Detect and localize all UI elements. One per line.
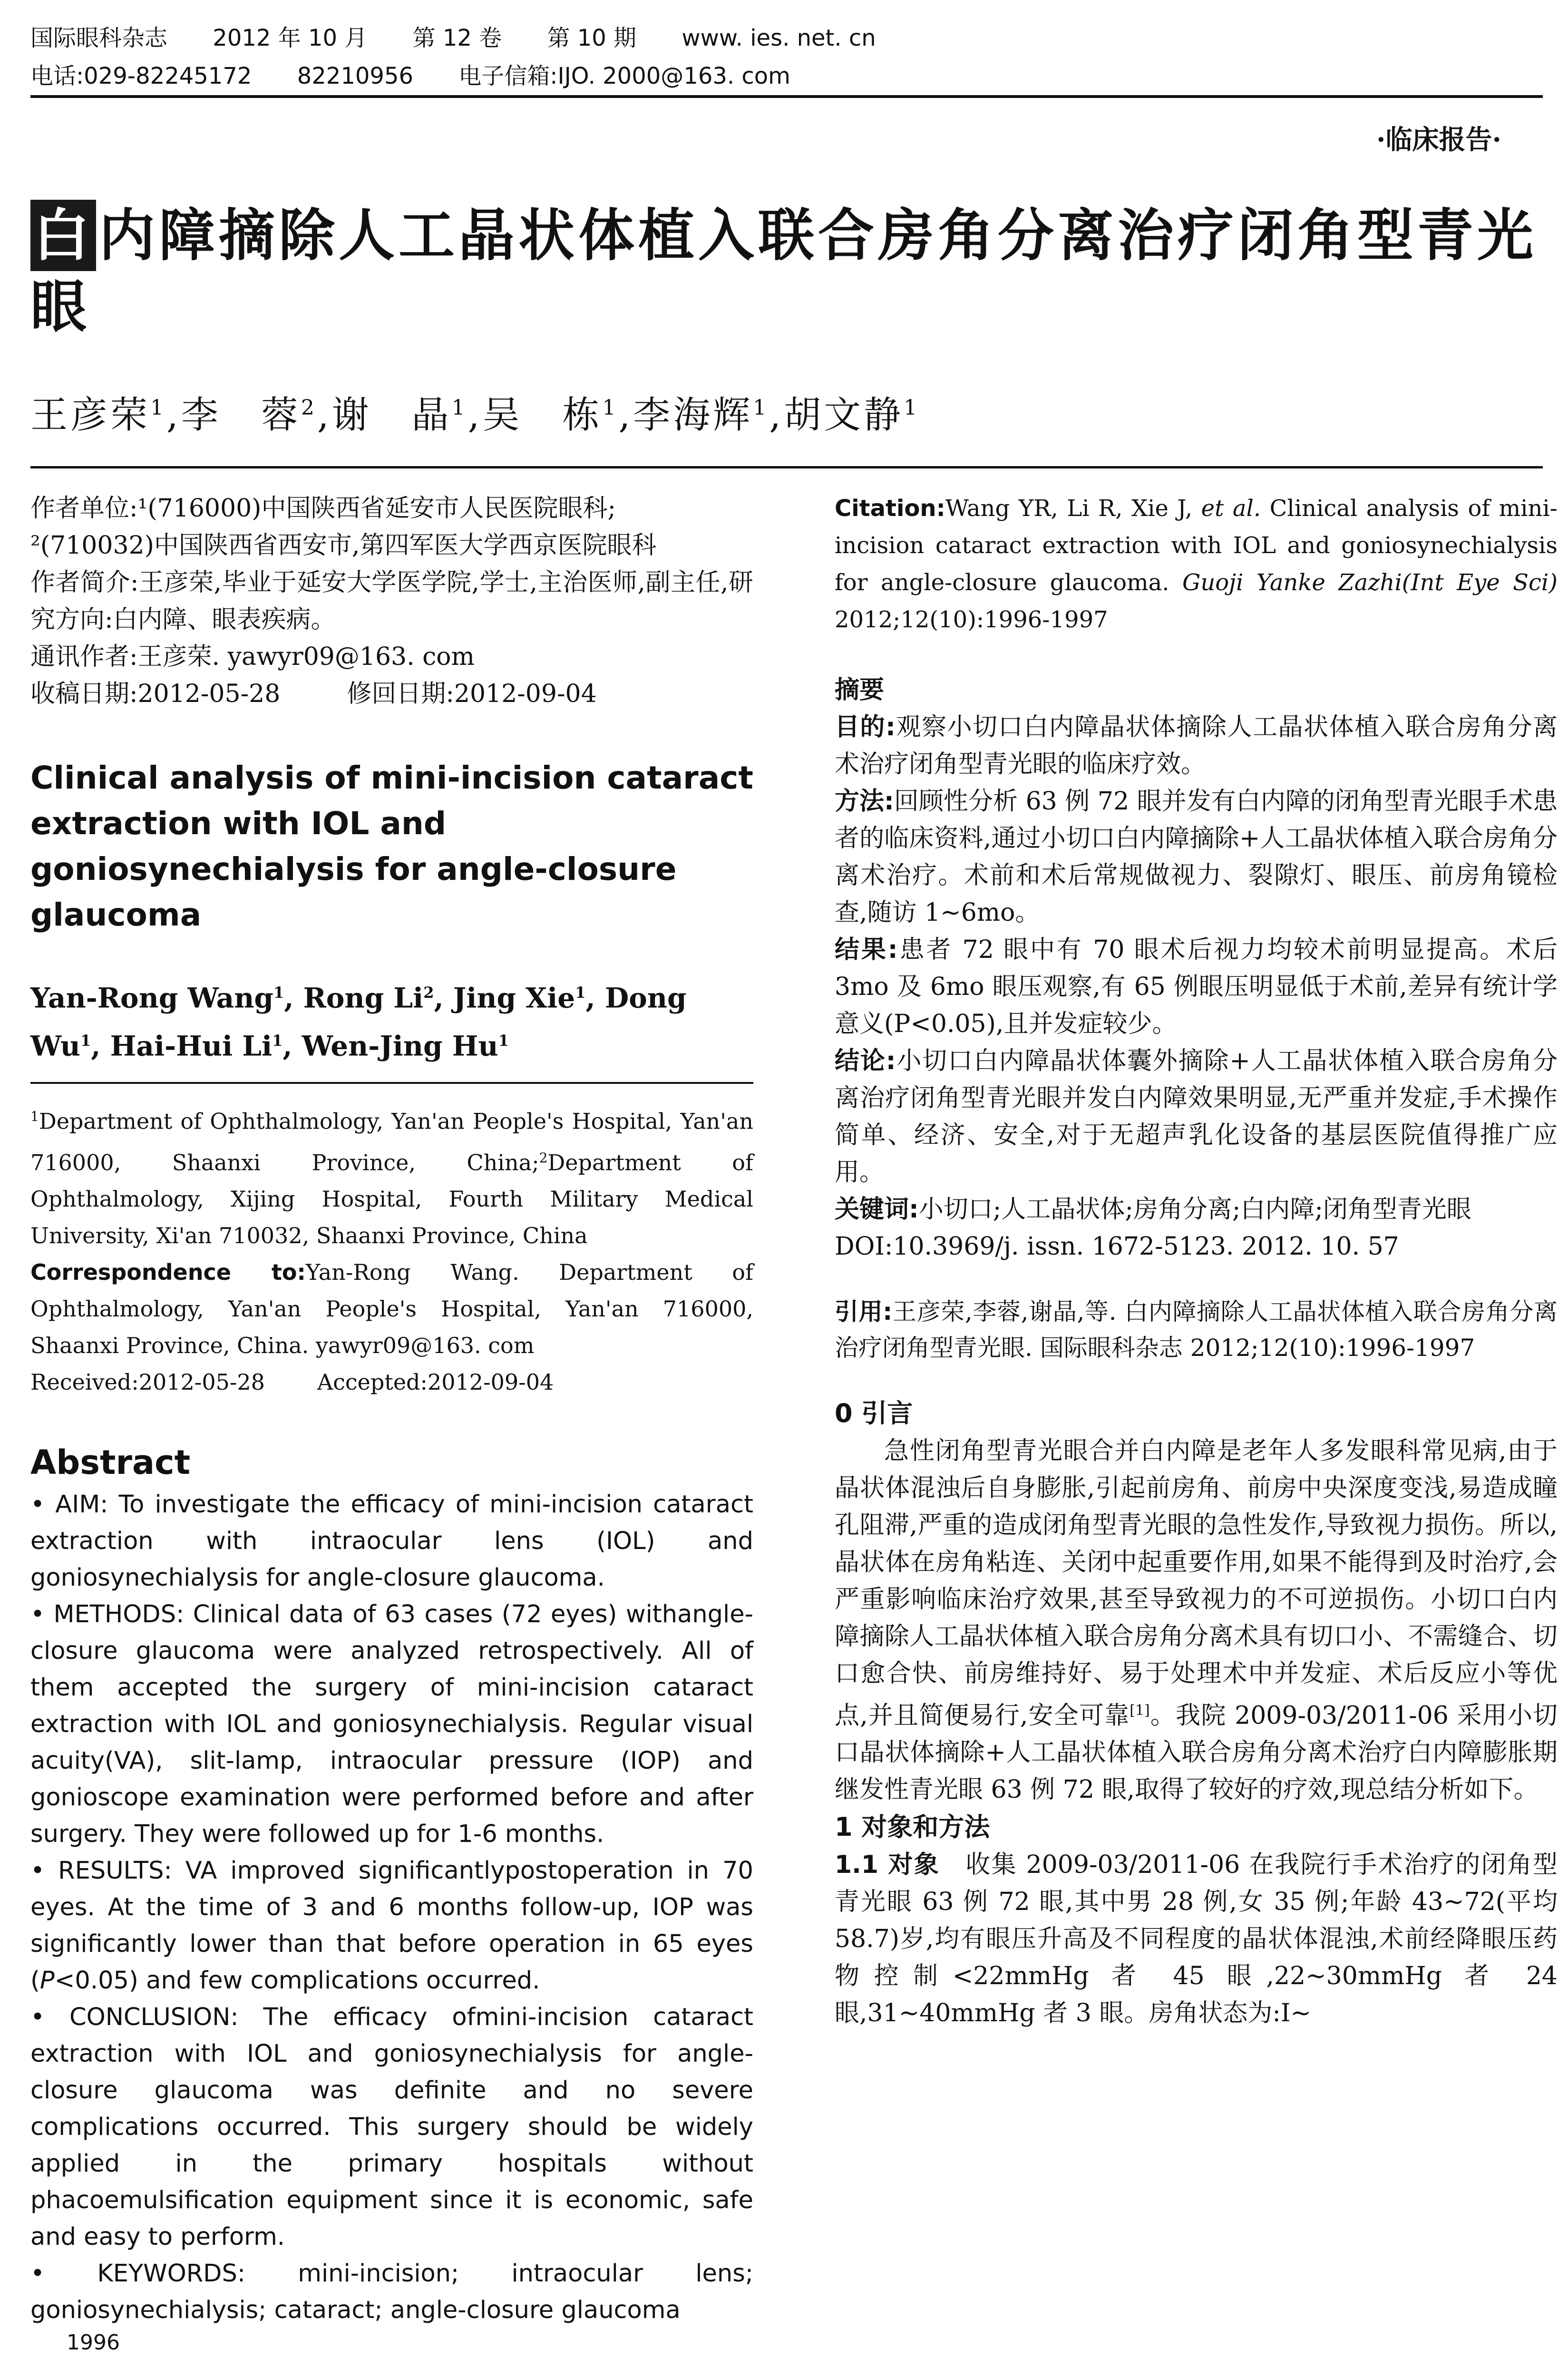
citation-en	[835, 490, 1558, 638]
running-header	[30, 24, 914, 52]
dates-cn	[30, 675, 753, 712]
intro-text-a: 急性闭角型青光眼合并白内障是老年人多发眼科常见病,由于晶状体混浊后自身膨胀,引起前房角、前房中央深度变浅,易造成瞳孔阻滞,严重的造成闭角型青光眼的急性发作,导致视力损伤。所以,晶状体在房角粘连、关闭中起重要作用,如果不能得到及时治疗,会严重影响临床治疗效果,甚至导致视力的不可逆损伤。小切口白内障摘除人工晶状体植入联合房角分离术具有切口小、不需缝合、切口愈合快、前房维持好、易于处理术中并发症、术后反应小等优点,并且简便易行,安全可靠	[835, 1437, 1558, 1730]
intro-text-b: 。我院 2009-03/2011-06 采用小切口晶状体摘除+人工晶状体植入联合房角分离术治疗白内障膨胀期继发性青光眼 63 例 72 眼,取得了较好的疗效,现总结分析如下。	[835, 1701, 1558, 1804]
authors-rule	[30, 466, 1543, 468]
author-en: Wen-Jing Hu	[302, 1030, 498, 1062]
concl-label: 结论:	[835, 1047, 896, 1075]
page-number: 1996	[67, 2330, 120, 2355]
affiliation-en: $^1$Department of Ophthalmology, Yan'an People's Hospital, Yan'an 716000, Shaanxi Province, China;$^2$Department of Ophthalmology, Xijing Hospital, Fourth Military Medical University, Xi'an 710032, Shaanxi Province, China	[30, 1108, 753, 1249]
conclusion-text: The efficacy ofmini-incision cataract extraction with IOL and goniosynechialysis for angle-closure glaucoma was definite and no severe complications occurred. This surgery should be widely applied in the primary hospitals without phacoemulsification equipment since it is economic, safe and easy to perform.	[30, 2003, 753, 2251]
phone: 电话:029-82245172	[30, 63, 252, 89]
result-text: 患者 72 眼中有 70 眼术后视力均较术前明显提高。术后 3mo 及 6mo 眼压观察,有 65 例眼压明显低于术前,差异有统计学意义(P<0.05),且并发症较少。	[835, 935, 1558, 1038]
email: 电子信箱:IJO. 2000@163. com	[458, 63, 790, 89]
abstract-purpose	[835, 709, 1558, 783]
author-bio: 作者简介:王彦荣,毕业于延安大学医学院,学士,主治医师,副主任,研究方向:白内障、眼表疾病。	[30, 568, 753, 634]
result-label: 结果:	[835, 935, 898, 964]
intro-ref: [1]	[1130, 1702, 1150, 1719]
keywords-label: • KEYWORDS:	[30, 2260, 246, 2288]
methods-text: Clinical data of 63 cases (72 eyes) withangle-closure glaucoma were analyzed retrospectively. All of them accepted the surgery of mini-incision cataract extraction with IOL and goniosynechialysis. Regular visual acuity(VA), slit-lamp, intraocular pressure (IOP) and gonioscope examination were performed before and after surgery. They were followed up for 1-6 months.	[30, 1600, 754, 1849]
author-en: Rong Li	[303, 982, 424, 1014]
author-sup: 1	[80, 1032, 91, 1050]
methods-heading: 1 对象和方法	[835, 1812, 990, 1842]
correspondence-text: Yan-Rong Wang. Department of Ophthalmology, Yan'an People's Hospital, Yan'an 716000, Shaanxi Province, China. yawyr09@163. com	[30, 1259, 753, 1359]
citation-journal: Guoji Yanke Zazhi(Int Eye Sci)	[1182, 569, 1558, 596]
affiliation-en-1: Department of Ophthalmology, Yan'an People's Hospital, Yan'an 716000, Shaanxi Province, China;	[30, 1108, 753, 1176]
purpose-label: 目的:	[835, 713, 896, 741]
results-text-b: <0.05) and few complications occurred.	[54, 1967, 540, 1995]
doi: DOI:10.3969/j. issn. 1672-5123. 2012. 10. 57	[835, 1232, 1399, 1261]
purpose-text: 观察小切口白内障晶状体摘除人工晶状体植入联合房角分离术治疗闭角型青光眼的临床疗效。	[835, 713, 1558, 779]
affiliation-cn-1: 作者单位:¹(716000)中国陕西省延安市人民医院眼科;	[30, 494, 616, 523]
abstract-conclusion-cn	[835, 1042, 1558, 1191]
dates-en	[30, 1364, 753, 1401]
subjects-text: 收集 2009-03/2011-06 在我院行手术治疗的闭角型青光眼 63 例 72 眼,其中男 28 例,女 35 例;年龄 43~72(平均 58.7)岁,均有眼压升高及不同程度的晶状体混浊,术前经降眼压药物控制<22mmHg 者 45 眼,22~30mmHg 者 24 眼,31~40mmHg 者 3 眼。房角状态为:I~	[835, 1851, 1558, 2028]
keywords-text: mini-incision; intraocular lens; goniosynechialysis; cataract; angle-closure glaucoma	[30, 2260, 754, 2325]
concl-text: 小切口白内障晶状体囊外摘除+人工晶状体植入联合房角分离治疗闭角型青光眼并发白内障效果明显,无严重并发症,手术操作简单、经济、安全,对于无超声乳化设备的基层医院值得推广应用。	[835, 1047, 1558, 1187]
author-sup: 1	[498, 1032, 509, 1050]
author-cn: 李海辉	[633, 394, 753, 437]
phone-2: 82210956	[297, 63, 414, 89]
abstract-conclusion	[30, 1999, 753, 2255]
received-en: Received:2012-05-28	[30, 1369, 265, 1395]
method-text: 回顾性分析 63 例 72 眼并发有白内障的闭角型青光眼手术患者的临床资料,通过小切口白内障摘除+人工晶状体植入联合房角分离术治疗。术前和术后常规做视力、裂隙灯、眼压、前房角镜检查,随访 1~6mo。	[835, 787, 1558, 927]
method-label: 方法:	[835, 787, 894, 816]
author-sup: 1	[272, 1032, 283, 1050]
author-cn: 吴 栋	[482, 394, 603, 437]
affiliation-rule	[30, 1082, 753, 1084]
methods-label: • METHODS:	[30, 1600, 185, 1629]
corresponding-author: 通讯作者:王彦荣. yawyr09@163. com	[30, 643, 475, 671]
citation-label: Citation:	[835, 495, 945, 522]
aim-text: To investigate the efficacy of mini-incision cataract extraction with intraocular lens (IOL) and goniosynechialysis for angle-closure glaucoma.	[30, 1490, 753, 1592]
received-date: 收稿日期:2012-05-28	[30, 680, 281, 708]
abstract-results	[30, 1852, 753, 1999]
abstract-heading-cn: 摘要	[835, 676, 885, 704]
author-sup: 1	[753, 396, 769, 420]
author-sup: 1	[451, 396, 468, 420]
conclusion-label: • CONCLUSION:	[30, 2003, 239, 2032]
journal-name: 国际眼科杂志	[30, 25, 168, 51]
article-title	[30, 200, 1543, 342]
author-en: Yan-Rong Wang	[30, 982, 273, 1014]
accepted-en: Accepted:2012-09-04	[317, 1369, 554, 1395]
issue: 第 10 期	[547, 25, 637, 51]
abstract-result-cn	[835, 931, 1558, 1042]
citation-authors: Wang YR, Li R, Xie J,	[945, 495, 1193, 522]
contact-header	[30, 62, 828, 90]
volume: 第 12 卷	[412, 25, 502, 51]
left-column	[30, 490, 753, 2328]
author-en: Dong Wu	[30, 982, 687, 1062]
results-text-a: VA improved significantlypostoperation in 70 eyes. At the time of 3 and 6 months follow-up, IOP was significantly lower than that before operation in 65 eyes (	[30, 1857, 753, 1995]
author-sup: 1	[602, 396, 619, 420]
affiliation-en-2: Department of Ophthalmology, Xijing Hospital, Fourth Military Medical University, Xi'an 710032, Shaanxi Province, China	[30, 1150, 753, 1249]
abstract-method-cn	[835, 783, 1558, 931]
affiliation-cn-2: ²(710032)中国陕西省西安市,第四军医大学西京医院眼科	[30, 531, 657, 560]
author-sup: 2	[301, 396, 317, 420]
author-sup: 1	[150, 396, 167, 420]
author-en: Hai-Hui Li	[110, 1030, 273, 1062]
aim-label: • AIM:	[30, 1490, 108, 1519]
author-sup: 1	[575, 984, 586, 1002]
website: www. ies. net. cn	[682, 25, 876, 51]
citation-etal: et al.	[1201, 495, 1261, 522]
title-boxed-char: 白	[30, 200, 96, 271]
revised-date: 修回日期:2012-09-04	[347, 680, 597, 708]
citation-volume: 2012;12(10):1996-1997	[835, 606, 1108, 633]
intro-paragraph	[835, 1432, 1558, 1808]
kw-text: 小切口;人工晶状体;房角分离;白内障;闭角型青光眼	[918, 1195, 1471, 1224]
kw-label: 关键词:	[835, 1195, 919, 1224]
english-title: Clinical analysis of mini-incision cataract extraction with IOL and goniosynechialysis for angle-closure glaucoma	[30, 760, 753, 933]
keywords-cn	[835, 1191, 1558, 1228]
issue-date: 2012 年 10 月	[213, 25, 368, 51]
right-column	[835, 490, 1558, 2032]
authors-cn: 王彦荣$^1$,李 蓉$^2$,谢 晶$^1$,吴 栋$^1$,李海辉$^1$,胡文静$^1$	[30, 394, 920, 437]
english-authors: Yan-Rong Wang$^1$, Rong Li$^2$, Jing Xie$^1$, Dong Wu$^1$, Hai-Hui Li$^1$, Wen-Jing Hu$^1$	[30, 982, 687, 1062]
author-cn: 李 蓉	[181, 394, 301, 437]
author-cn: 胡文静	[784, 394, 904, 437]
correspondence-label: Correspondence to:	[30, 1259, 306, 1286]
subjects-label: 1.1 对象	[835, 1851, 940, 1880]
abstract-aim	[30, 1486, 753, 1596]
citation-cn	[835, 1294, 1558, 1366]
title-text: 内障摘除人工晶状体植入联合房角分离治疗闭角型青光眼	[30, 202, 1538, 340]
abstract-keywords	[30, 2255, 753, 2328]
cite-cn-label: 引用:	[835, 1298, 893, 1325]
section-tag: ·临床报告·	[1376, 124, 1501, 156]
subjects-paragraph	[835, 1846, 1558, 2032]
intro-heading: 0 引言	[835, 1398, 913, 1428]
author-sup: 1	[904, 396, 920, 420]
header-rule	[30, 95, 1543, 98]
citation-title: Clinical analysis of mini-incision cataract extraction with IOL and goniosynechialysis for angle-closure glaucoma.	[835, 495, 1558, 596]
author-cn: 王彦荣	[30, 394, 151, 437]
cite-cn-text: 王彦荣,李蓉,谢晶,等. 白内障摘除人工晶状体植入联合房角分离治疗闭角型青光眼. 国际眼科杂志 2012;12(10):1996-1997	[835, 1298, 1558, 1362]
results-label: • RESULTS:	[30, 1857, 172, 1885]
results-p: P	[39, 1967, 55, 1995]
correspondence-en	[30, 1254, 753, 1364]
author-sup: 2	[423, 984, 434, 1002]
author-en: Jing Xie	[453, 982, 575, 1014]
author-sup: 1	[273, 984, 284, 1002]
abstract-methods	[30, 1596, 753, 1852]
abstract-heading: Abstract	[30, 1443, 191, 1482]
author-cn: 谢 晶	[331, 394, 452, 437]
